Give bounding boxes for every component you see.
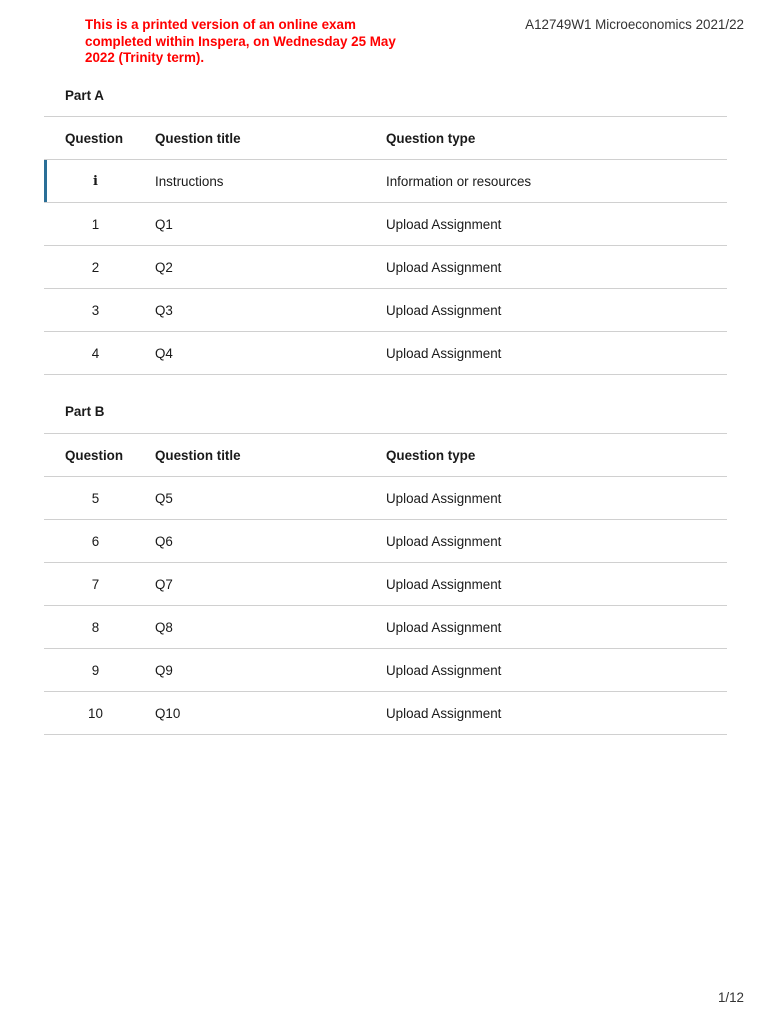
col-question: Question	[44, 434, 147, 477]
row-type: Upload Assignment	[386, 606, 727, 649]
row-number: 7	[44, 563, 147, 606]
table-row[interactable]	[44, 289, 727, 332]
page-number: 1/12	[717, 990, 744, 1005]
row-number: 4	[44, 332, 147, 375]
part-b-table	[44, 433, 727, 735]
row-title: Q3	[147, 289, 386, 332]
table-row[interactable]	[44, 563, 727, 606]
row-title: Q2	[147, 246, 386, 289]
course-title: A12749W1 Microeconomics 2021/22	[525, 17, 744, 32]
row-type: Upload Assignment	[386, 563, 727, 606]
row-title: Q6	[147, 520, 386, 563]
row-type: Upload Assignment	[386, 692, 727, 735]
row-number: 5	[44, 477, 147, 520]
row-title: Q9	[147, 649, 386, 692]
col-type: Question type	[386, 434, 727, 477]
table-row-instructions[interactable]	[44, 160, 727, 203]
table-row[interactable]	[44, 477, 727, 520]
row-number: 1	[44, 203, 147, 246]
row-title: Q5	[147, 477, 386, 520]
info-icon: i	[93, 174, 98, 189]
table-row[interactable]	[44, 246, 727, 289]
table-row[interactable]	[44, 606, 727, 649]
table-row[interactable]	[44, 520, 727, 563]
col-type: Question type	[386, 117, 727, 160]
row-number: 9	[44, 649, 147, 692]
part-a-title: Part A	[65, 88, 104, 103]
row-type: Upload Assignment	[386, 520, 727, 563]
row-number: 8	[44, 606, 147, 649]
row-number: 10	[44, 692, 147, 735]
row-number: 2	[44, 246, 147, 289]
row-title: Q8	[147, 606, 386, 649]
row-title: Q4	[147, 332, 386, 375]
row-icon-cell	[44, 160, 147, 203]
row-title: Instructions	[147, 160, 386, 203]
row-type: Upload Assignment	[386, 203, 727, 246]
col-title: Question title	[147, 117, 386, 160]
table-header-row	[44, 434, 727, 477]
table-row[interactable]	[44, 203, 727, 246]
table-header-row	[44, 117, 727, 160]
row-type: Upload Assignment	[386, 246, 727, 289]
row-number: 3	[44, 289, 147, 332]
col-question: Question	[44, 117, 147, 160]
row-number: 6	[44, 520, 147, 563]
row-type: Upload Assignment	[386, 649, 727, 692]
row-title: Q1	[147, 203, 386, 246]
row-title: Q7	[147, 563, 386, 606]
table-row[interactable]	[44, 332, 727, 375]
col-title: Question title	[147, 434, 386, 477]
row-type: Upload Assignment	[386, 332, 727, 375]
row-type: Upload Assignment	[386, 477, 727, 520]
part-b-title: Part B	[65, 404, 105, 419]
table-row[interactable]	[44, 692, 727, 735]
row-type: Upload Assignment	[386, 289, 727, 332]
print-notice: This is a printed version of an online exam completed within Inspera, on Wednesday 25 May 2022 (Trinity term).	[85, 17, 396, 65]
row-type: Information or resources	[386, 160, 727, 203]
part-a-table	[44, 116, 727, 375]
row-title: Q10	[147, 692, 386, 735]
table-row[interactable]	[44, 649, 727, 692]
